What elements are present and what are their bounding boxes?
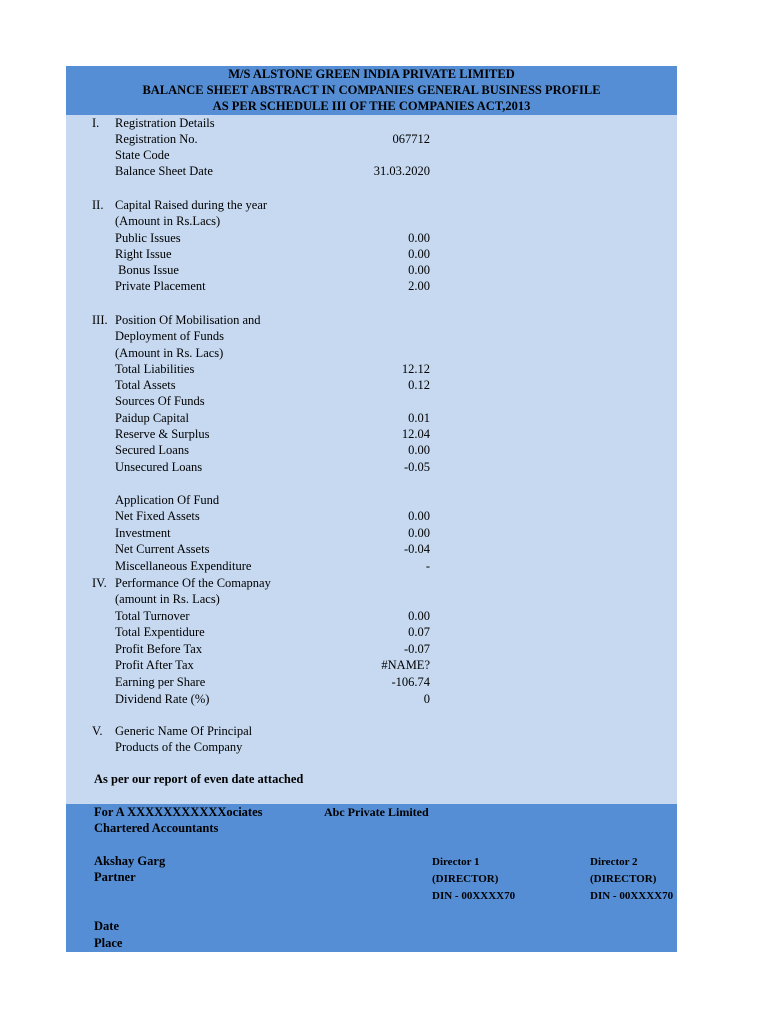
- row-label: Total Assets: [115, 378, 176, 392]
- row-value: -0.04: [403, 542, 430, 556]
- row-value: 0.12: [408, 378, 430, 392]
- section-3-title: Position Of Mobilisation and: [115, 313, 261, 327]
- application-of-fund-title: Application Of Fund: [115, 493, 220, 507]
- date-label: Date: [94, 919, 119, 933]
- row-value: 0.07: [408, 625, 430, 639]
- section-3-number: III.: [92, 313, 108, 327]
- row-label: Bonus Issue: [115, 263, 179, 277]
- balance-sheet-date-label: Balance Sheet Date: [115, 164, 213, 178]
- section-3-unit: (Amount in Rs. Lacs): [115, 346, 224, 360]
- director-2-role: (DIRECTOR): [590, 873, 657, 885]
- row-label: Profit After Tax: [115, 658, 194, 672]
- header-band: [66, 66, 677, 115]
- section-5-number: V.: [92, 724, 103, 738]
- registration-no-value: 067712: [392, 132, 430, 146]
- state-code-label: State Code: [115, 148, 170, 162]
- director-1-name: Director 1: [432, 856, 480, 868]
- row-label: Reserve & Surplus: [115, 427, 210, 441]
- firm-name: For A XXXXXXXXXXXociates: [94, 805, 263, 819]
- row-label: Public Issues: [115, 231, 181, 245]
- row-label: Right Issue: [115, 247, 172, 261]
- row-label: Dividend Rate (%): [115, 692, 210, 706]
- director-1-role: (DIRECTOR): [432, 873, 499, 885]
- row-label: Total Turnover: [115, 609, 190, 623]
- section-4-title: Performance Of the Comapnay: [115, 576, 271, 590]
- row-value: 2.00: [408, 279, 430, 293]
- row-value: 12.12: [401, 362, 430, 376]
- director-2-din: DIN - 00XXXX70: [590, 890, 674, 902]
- company-name-footer: Abc Private Limited: [324, 805, 429, 819]
- row-value: 0.00: [408, 263, 430, 277]
- row-label: Earning per Share: [115, 675, 206, 689]
- row-value: 0: [423, 692, 430, 706]
- row-value: 0.00: [408, 443, 430, 457]
- section-4-number: IV.: [92, 576, 107, 590]
- row-value: -0.05: [403, 460, 430, 474]
- director-2-name: Director 2: [590, 856, 638, 868]
- row-value: 0.00: [408, 526, 430, 540]
- row-value: 0.00: [408, 247, 430, 261]
- document-title: BALANCE SHEET ABSTRACT IN COMPANIES GENERAL BUSINESS PROFILE: [142, 83, 601, 97]
- row-label: Net Current Assets: [115, 542, 210, 556]
- row-label: Total Liabilities: [115, 362, 195, 376]
- row-value: 0.01: [408, 411, 430, 425]
- section-3-title-cont: Deployment of Funds: [115, 329, 225, 343]
- row-label: Total Expentidure: [115, 625, 205, 639]
- section-2-unit: (Amount in Rs.Lacs): [115, 214, 221, 228]
- row-label: Sources Of Funds: [115, 394, 205, 408]
- row-label: Paidup Capital: [115, 411, 189, 425]
- partner-name: Akshay Garg: [94, 854, 166, 868]
- row-value: 12.04: [401, 427, 430, 441]
- section-5-title: Generic Name Of Principal: [115, 724, 253, 738]
- row-value: 0.00: [408, 609, 430, 623]
- section-1-title: Registration Details: [115, 116, 215, 130]
- place-label: Place: [94, 936, 123, 950]
- row-label: Unsecured Loans: [115, 460, 203, 474]
- section-2-title: Capital Raised during the year: [115, 198, 268, 212]
- row-label: Miscellaneous Expenditure: [115, 559, 252, 573]
- section-1-number: I.: [92, 116, 100, 130]
- firm-type: Chartered Accountants: [94, 821, 219, 835]
- report-note: As per our report of even date attached: [94, 772, 304, 786]
- row-label: Profit Before Tax: [115, 642, 203, 656]
- director-1-din: DIN - 00XXXX70: [432, 890, 516, 902]
- balance-sheet-abstract: [66, 66, 677, 952]
- section-5-title-cont: Products of the Company: [115, 740, 243, 754]
- row-value: 0.00: [408, 509, 430, 523]
- row-label: Net Fixed Assets: [115, 509, 200, 523]
- row-label: Secured Loans: [115, 443, 189, 457]
- section-4-unit: (amount in Rs. Lacs): [115, 592, 220, 606]
- row-value: -0.07: [403, 642, 430, 656]
- row-value: #NAME?: [381, 658, 430, 672]
- signature-band: [66, 804, 677, 952]
- row-value: -106.74: [391, 675, 430, 689]
- document-subtitle: AS PER SCHEDULE III OF THE COMPANIES ACT,2013: [212, 99, 531, 113]
- registration-no-label: Registration No.: [115, 132, 198, 146]
- section-2-number: II.: [92, 198, 104, 212]
- row-label: Private Placement: [115, 279, 206, 293]
- partner-title: Partner: [94, 870, 136, 884]
- company-name: M/S ALSTONE GREEN INDIA PRIVATE LIMITED: [228, 67, 515, 81]
- row-label: Investment: [115, 526, 171, 540]
- balance-sheet-date-value: 31.03.2020: [373, 164, 430, 178]
- row-value: -: [425, 559, 430, 573]
- row-value: 0.00: [408, 231, 430, 245]
